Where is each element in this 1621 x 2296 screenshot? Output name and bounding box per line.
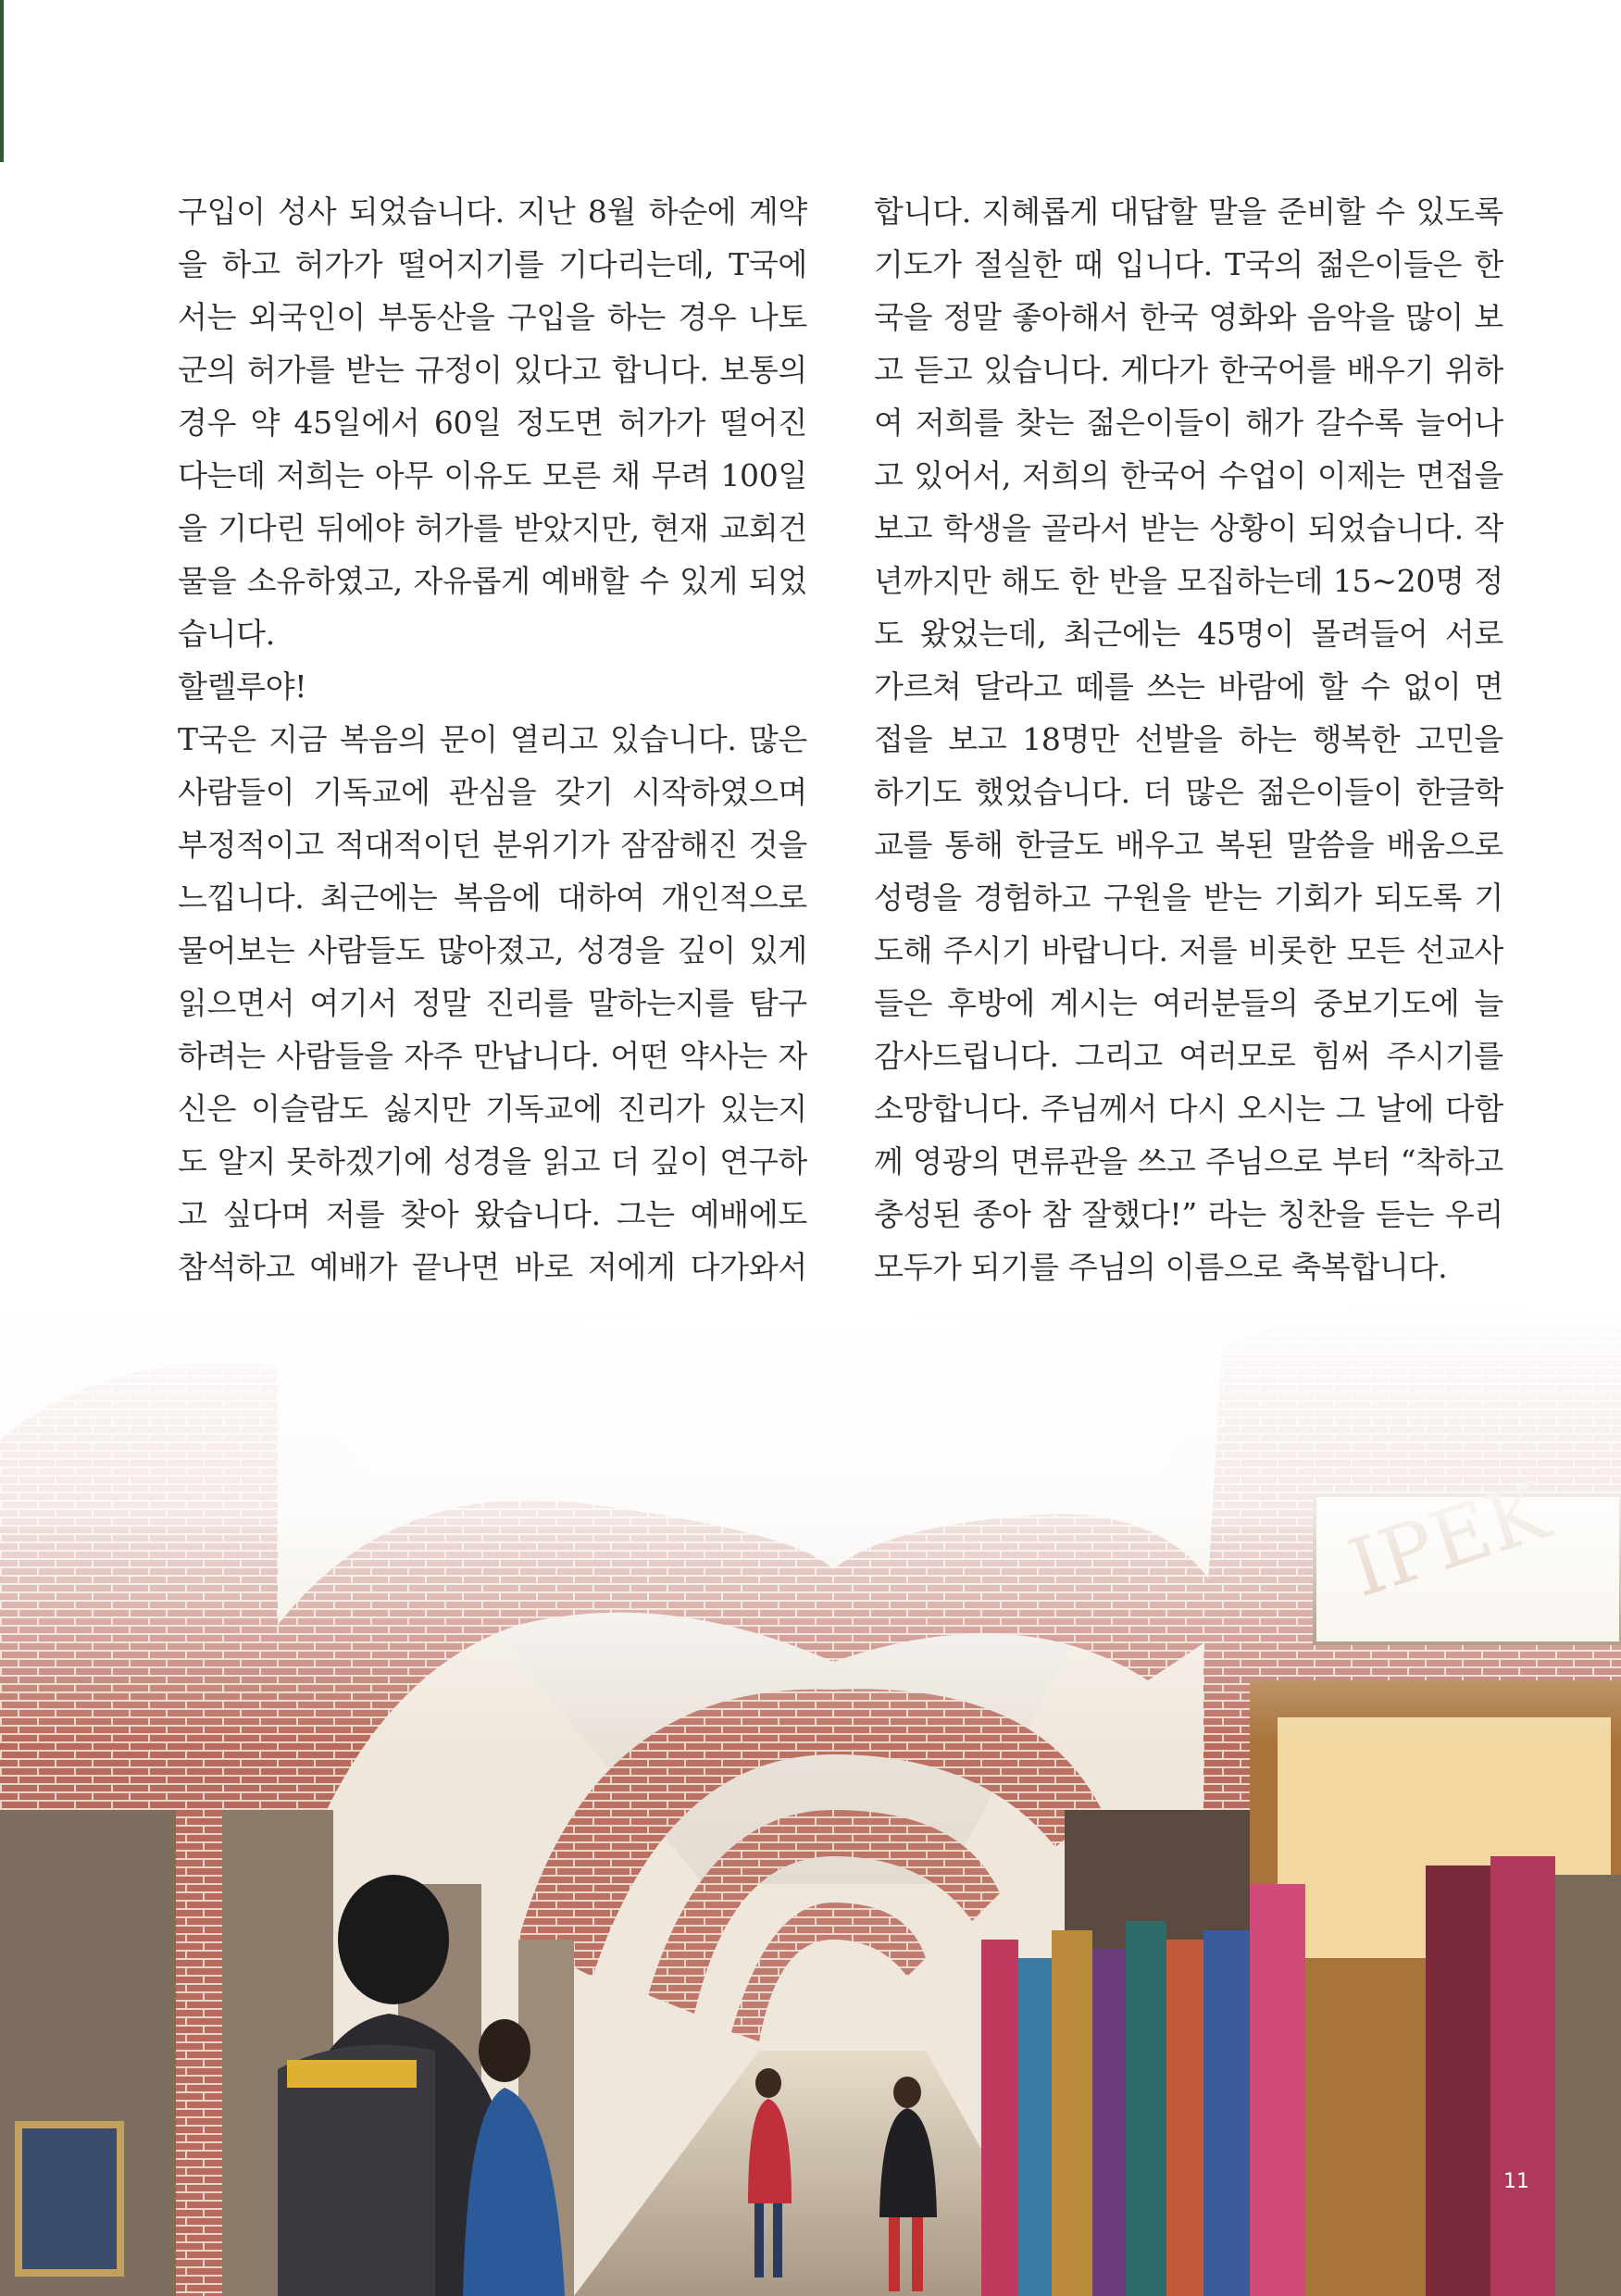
article-left-column	[178, 185, 807, 1346]
paragraph: 합니다. 지혜롭게 대답할 말을 준비할 수 있도록 기도가 절실한 때 입니다. T국의 젊은이들은 한국을 정말 좋아해서 한국 영화와 음악을 많이 보고 듣고 있습니다. 게다가 한국어를 배우기 위하여 저희를 찾는 젊은이들이 해가 갈수록 늘어나고 있어서, 저희의 한국어 수업이 이제는 면접을 보고 학생을 골라서 받는 상황이 되었습니다. 작년까지만 해도 한 반을 모집하는데 15~20명 정도 왔었는데, 최근에는 45명이 몰려들어 서로 가르쳐 달라고 떼를 쓰는 바람에 할 수 없이 면접을 보고 18명만 선발을 하는 행복한 고민을 하기도 했었습니다. 더 많은 젊은이들이 한글학교를 통해 한글도 배우고 복된 말씀을 배움으로 성령을 경험하고 구원을 받는 기회가 되도록 기도해 주시기 바랍니다. 저를 비롯한 모든 선교사들은 후방에 계시는 여러분들의 중보기도에 늘 감사드립니다. 그리고 여러모로 힘써 주시기를 소망합니다. 주님께서 다시 오시는 그 날에 다함께 영광의 면류관을 쓰고 주님으로 부터 “착하고 충성된 종아 참 잘했다!” 라는 칭찬을 듣는 우리 모두가 되기를 주님의 이름으로 축복합니다.	[874, 193, 1503, 1285]
article-right-column	[874, 185, 1503, 1293]
paragraph: 할렐루야!	[178, 668, 307, 705]
paragraph: T국은 지금 복음의 문이 열리고 있습니다. 많은 사람들이 기독교에 관심을 갖기 시작하였으며 부정적이고 적대적이던 분위기가 잠잠해진 것을 느낍니다. 최근에는 복음에 대하여 개인적으로 물어보는 사람들도 많아졌고, 성경을 깊이 있게 읽으면서 여기서 정말 진리를 말하는지를 탐구하려는 사람들을 자주 만납니다. 어떤 약사는 자신은 이슬람도 싫지만 기독교에 진리가 있는지도 알지 못하겠기에 성경을 읽고 더 깊이 연구하고 싶다며 저를 찾아 왔습니다. 그는 예배에도 참석하고 예배가 끝나면 바로 저에게 다가와서	[178, 721, 807, 1285]
page-number: 11	[1503, 2170, 1529, 2193]
page-edge-rule	[0, 0, 4, 162]
bazaar-photo	[0, 1292, 1621, 2296]
paragraph: 구입이 성사 되었습니다. 지난 8월 하순에 계약을 하고 허가가 떨어지기를 기다리는데, T국에서는 외국인이 부동산을 구입을 하는 경우 나토군의 허가를 받는 규정이 있다고 합니다. 보통의 경우 약 45일에서 60일 정도면 허가가 떨어진다는데 저희는 아무 이유도 모른 채 무려 100일을 기다린 뒤에야 허가를 받았지만, 현재 교회건물을 소유하였고, 자유롭게 예배할 수 있게 되었습니다.	[178, 193, 807, 652]
bazaar-arcade-illustration	[0, 1292, 1621, 2296]
